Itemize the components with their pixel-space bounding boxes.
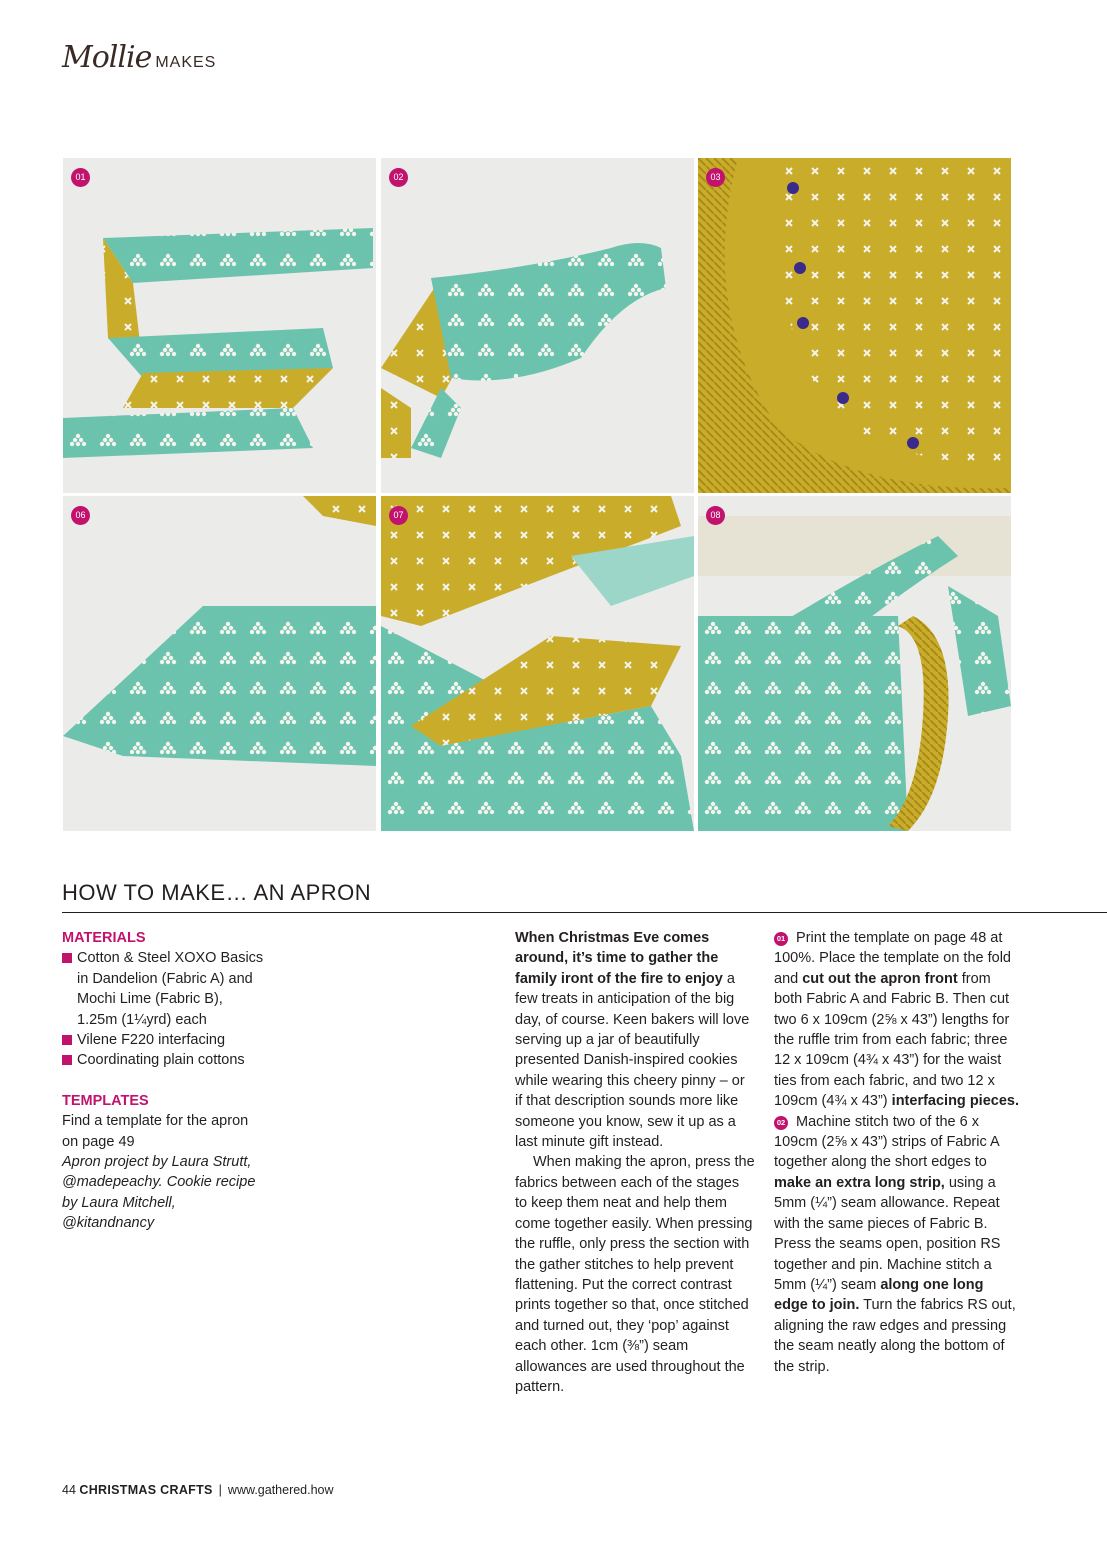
- materials-column: [62, 928, 267, 1234]
- step-photo-06: [63, 496, 376, 831]
- step-2-text-3: Turn the fabrics RS out, aligning the raw edges and pressing the seam neatly along the bottom of the strip.: [774, 1297, 1016, 1375]
- materials-item: [62, 1030, 267, 1050]
- footer-divider: |: [218, 1483, 222, 1497]
- steps-column: [774, 928, 1019, 1377]
- bullet-square-icon: [62, 1055, 72, 1065]
- materials-item-text: Cotton & Steel XOXO Basics in Dandelion (Fabric A) and Mochi Lime (Fabric B), 1.25m (1¼yrd) each: [77, 950, 264, 1028]
- step-1-emphasis: cut out the apron front: [802, 970, 958, 987]
- step-photo-03: [698, 158, 1011, 493]
- step-photo-02: [381, 158, 694, 493]
- step-2-emphasis: make an extra long strip,: [774, 1174, 945, 1191]
- templates-text: Find a template for the apron on page 49: [62, 1113, 249, 1150]
- section-title: HOW TO MAKE… AN APRON: [62, 880, 372, 905]
- step-photo-07: [381, 496, 694, 831]
- step-2-text-2: using a 5mm (¼”) seam allowance. Repeat with the same pieces of Fabric B. Press the seams open, position RS together and pin. Machine stitch a 5mm (¼”) seam: [774, 1174, 1001, 1293]
- intro-column: [515, 928, 755, 1397]
- templates-heading: TEMPLATES: [62, 1092, 149, 1109]
- step-2-emphasis-2: along one long edge to join.: [774, 1276, 984, 1314]
- materials-item: [62, 948, 267, 1030]
- page-footer: [62, 1483, 334, 1497]
- step-2: [774, 1112, 1019, 1377]
- step-photo-08: [698, 496, 1011, 831]
- step-1: [774, 928, 1019, 1112]
- step-badge: 01: [71, 168, 90, 187]
- bullet-square-icon: [62, 953, 72, 963]
- materials-item: [62, 1050, 267, 1070]
- credits: Apron project by Laura Strutt, @madepeachy. Cookie recipe by Laura Mitchell, @kitandnancy: [62, 1154, 256, 1232]
- materials-item-text: Vilene F220 interfacing: [77, 1032, 226, 1049]
- step-badge: 08: [706, 506, 725, 525]
- step-photo-01: [63, 158, 376, 493]
- step-1-text-2: from both Fabric A and Fabric B. Then cut two 6 x 109cm (2⅝ x 43”) lengths for the ruffle trim from each fabric; three 12 x 109cm (4¾ x 43”) for the waist ties from each fabric, and two 12 x 109cm (4¾ x 43”): [774, 970, 1010, 1110]
- logo-word: MAKES: [155, 54, 217, 71]
- intro-lead: When Christmas Eve comes around, it’s time to gather the family iront of the fire to enjoy: [515, 930, 723, 987]
- footer-url[interactable]: www.gathered.how: [227, 1483, 334, 1497]
- materials-heading: MATERIALS: [62, 930, 146, 946]
- step-1-emphasis-2: interfacing pieces.: [891, 1093, 1019, 1110]
- intro-paragraph-2: When making the apron, press the fabrics between each of the stages to keep them neat and help them come together easily. When pressing the ruffle, only press the section with the gather stitches to help prevent flattening. Put the correct contrast prints together so that, once stitched and turned out, they ‘pop’ against each other. 1cm (⅜”) seam allowances are used throughout the pattern.: [515, 1154, 755, 1395]
- step-badge: 02: [389, 168, 408, 187]
- step-1-text: Print the template on page 48 at 100%. Place the template on the fold and: [774, 930, 1011, 987]
- step-2-text: Machine stitch two of the 6 x 109cm (2⅝ x 43”) strips of Fabric A together along the short edges to: [774, 1113, 999, 1171]
- step-badge: 03: [706, 168, 725, 187]
- page-number: 44: [62, 1483, 76, 1497]
- masthead-logo: [62, 40, 216, 80]
- materials-item-text: Coordinating plain cottons: [77, 1052, 245, 1069]
- step-number-badge: 02: [774, 1116, 788, 1130]
- footer-section: CHRISTMAS CRAFTS: [79, 1483, 213, 1497]
- bullet-square-icon: [62, 1035, 72, 1045]
- intro-rest: a few treats in anticipation of the big day, of course. Keen bakers will love serving up a jar of beautifully presented Danish-inspired cookies while wearing this cheery pinny – or if that description sounds more like someone you know, sew it up as a last minute gift instead.: [515, 970, 750, 1151]
- step-badge: 07: [389, 506, 408, 525]
- logo-script: Mollie: [62, 40, 152, 75]
- section-rule: [62, 912, 1107, 913]
- intro-paragraph: [515, 928, 755, 1152]
- step-badge: 06: [71, 506, 90, 525]
- step-number-badge: 01: [774, 932, 788, 946]
